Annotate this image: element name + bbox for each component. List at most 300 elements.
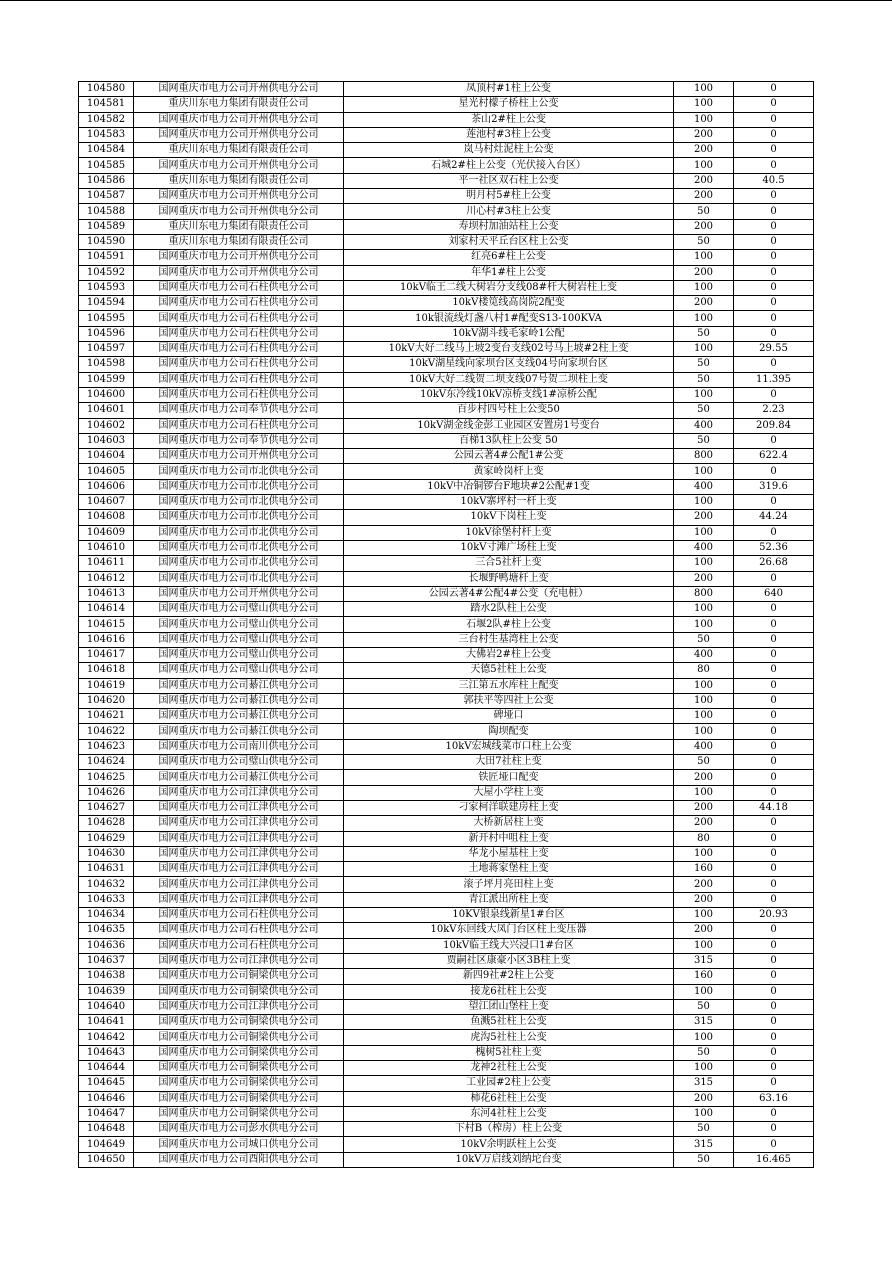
company-cell: 国网重庆市电力公司江津供电分公司 bbox=[134, 953, 344, 968]
table-row bbox=[79, 540, 814, 555]
station-name-cell: 长堰野鸭塘杆上变 bbox=[344, 571, 674, 586]
row-id-cell: 104614 bbox=[79, 602, 134, 617]
row-id-cell: 104580 bbox=[79, 82, 134, 97]
table-body bbox=[79, 82, 814, 1168]
row-id-cell: 104606 bbox=[79, 479, 134, 494]
company-cell: 国网重庆市电力公司铜梁供电分公司 bbox=[134, 1045, 344, 1060]
station-name-cell: 寿坝村加油站柱上公变 bbox=[344, 219, 674, 234]
company-cell: 国网重庆市电力公司江津供电分公司 bbox=[134, 892, 344, 907]
station-name-cell: 三江第五水库柱上配变 bbox=[344, 678, 674, 693]
capacity-cell: 100 bbox=[674, 846, 734, 861]
capacity-cell: 315 bbox=[674, 1076, 734, 1091]
row-id-cell: 104603 bbox=[79, 433, 134, 448]
station-name-cell: 川心村#3柱上公变 bbox=[344, 204, 674, 219]
station-name-cell: 10kV临王线大兴浸口1#台区 bbox=[344, 938, 674, 953]
value-cell: 0 bbox=[734, 831, 814, 846]
station-name-cell: 铁匠垭口配变 bbox=[344, 770, 674, 785]
station-name-cell: 10kV大好二线贺二坝支线07号贺二坝柱上变 bbox=[344, 372, 674, 387]
value-cell: 0 bbox=[734, 724, 814, 739]
capacity-cell: 50 bbox=[674, 372, 734, 387]
station-name-cell: 三合5社杆上变 bbox=[344, 556, 674, 571]
company-cell: 国网重庆市电力公司石柱供电分公司 bbox=[134, 326, 344, 341]
station-name-cell: 10kV万启线刘纳坨台变 bbox=[344, 1152, 674, 1167]
row-id-cell: 104600 bbox=[79, 387, 134, 402]
station-name-cell: 新四9社#2柱上公变 bbox=[344, 969, 674, 984]
company-cell: 国网重庆市电力公司开州供电分公司 bbox=[134, 265, 344, 280]
station-name-cell: 10kV徐堡村杆上变 bbox=[344, 525, 674, 540]
table-row bbox=[79, 510, 814, 525]
value-cell: 16.465 bbox=[734, 1152, 814, 1167]
company-cell: 国网重庆市电力公司南川供电分公司 bbox=[134, 739, 344, 754]
company-cell: 国网重庆市电力公司市北供电分公司 bbox=[134, 510, 344, 525]
company-cell: 国网重庆市电力公司江津供电分公司 bbox=[134, 800, 344, 815]
company-cell: 国网重庆市电力公司市北供电分公司 bbox=[134, 495, 344, 510]
capacity-cell: 200 bbox=[674, 923, 734, 938]
station-name-cell: 东河4社柱上公变 bbox=[344, 1106, 674, 1121]
company-cell: 国网重庆市电力公司綦江供电分公司 bbox=[134, 770, 344, 785]
station-name-cell: 10kV湖斗线毛家岭1公配 bbox=[344, 326, 674, 341]
value-cell: 0 bbox=[734, 1137, 814, 1152]
company-cell: 国网重庆市电力公司璧山供电分公司 bbox=[134, 647, 344, 662]
company-cell: 国网重庆市电力公司石柱供电分公司 bbox=[134, 357, 344, 372]
capacity-cell: 100 bbox=[674, 311, 734, 326]
value-cell: 0 bbox=[734, 158, 814, 173]
row-id-cell: 104611 bbox=[79, 556, 134, 571]
company-cell: 国网重庆市电力公司江津供电分公司 bbox=[134, 862, 344, 877]
table-row bbox=[79, 969, 814, 984]
station-name-cell: 石城2#柱上公变（光伏接入台区） bbox=[344, 158, 674, 173]
capacity-cell: 50 bbox=[674, 326, 734, 341]
row-id-cell: 104630 bbox=[79, 846, 134, 861]
row-id-cell: 104624 bbox=[79, 755, 134, 770]
capacity-cell: 50 bbox=[674, 204, 734, 219]
table-row bbox=[79, 433, 814, 448]
table-row bbox=[79, 234, 814, 249]
station-name-cell: 10kV湖金线金彭工业园区安置房1号变台 bbox=[344, 418, 674, 433]
table-row bbox=[79, 617, 814, 632]
table-row bbox=[79, 1045, 814, 1060]
capacity-cell: 100 bbox=[674, 158, 734, 173]
table-row bbox=[79, 739, 814, 754]
company-cell: 国网重庆市电力公司开州供电分公司 bbox=[134, 112, 344, 127]
value-cell: 0 bbox=[734, 204, 814, 219]
value-cell: 0 bbox=[734, 1076, 814, 1091]
company-cell: 国网重庆市电力公司石柱供电分公司 bbox=[134, 296, 344, 311]
value-cell: 0 bbox=[734, 143, 814, 158]
company-cell: 重庆川东电力集团有限责任公司 bbox=[134, 173, 344, 188]
value-cell: 0 bbox=[734, 495, 814, 510]
capacity-cell: 100 bbox=[674, 693, 734, 708]
row-id-cell: 104622 bbox=[79, 724, 134, 739]
table-row bbox=[79, 82, 814, 97]
company-cell: 重庆川东电力集团有限责任公司 bbox=[134, 219, 344, 234]
table-row bbox=[79, 173, 814, 188]
table-row bbox=[79, 632, 814, 647]
station-name-cell: 10kV余明跃柱上公变 bbox=[344, 1137, 674, 1152]
value-cell: 0 bbox=[734, 97, 814, 112]
capacity-cell: 200 bbox=[674, 800, 734, 815]
table-row bbox=[79, 204, 814, 219]
table-row bbox=[79, 158, 814, 173]
capacity-cell: 100 bbox=[674, 250, 734, 265]
station-name-cell: 柿花6社柱上公变 bbox=[344, 1091, 674, 1106]
value-cell: 29.55 bbox=[734, 342, 814, 357]
value-cell: 0 bbox=[734, 678, 814, 693]
company-cell: 国网重庆市电力公司铜梁供电分公司 bbox=[134, 1091, 344, 1106]
row-id-cell: 104645 bbox=[79, 1076, 134, 1091]
capacity-cell: 800 bbox=[674, 449, 734, 464]
row-id-cell: 104599 bbox=[79, 372, 134, 387]
table-row bbox=[79, 342, 814, 357]
row-id-cell: 104588 bbox=[79, 204, 134, 219]
row-id-cell: 104605 bbox=[79, 464, 134, 479]
station-name-cell: 平一社区双石柱上公变 bbox=[344, 173, 674, 188]
value-cell: 0 bbox=[734, 709, 814, 724]
row-id-cell: 104646 bbox=[79, 1091, 134, 1106]
table-row bbox=[79, 1076, 814, 1091]
company-cell: 国网重庆市电力公司江津供电分公司 bbox=[134, 785, 344, 800]
table-row bbox=[79, 296, 814, 311]
row-id-cell: 104594 bbox=[79, 296, 134, 311]
station-name-cell: 郭扶平等四社上公变 bbox=[344, 693, 674, 708]
company-cell: 国网重庆市电力公司石柱供电分公司 bbox=[134, 923, 344, 938]
row-id-cell: 104626 bbox=[79, 785, 134, 800]
capacity-cell: 80 bbox=[674, 831, 734, 846]
company-cell: 国网重庆市电力公司铜梁供电分公司 bbox=[134, 1015, 344, 1030]
capacity-cell: 100 bbox=[674, 525, 734, 540]
company-cell: 国网重庆市电力公司石柱供电分公司 bbox=[134, 908, 344, 923]
capacity-cell: 200 bbox=[674, 127, 734, 142]
capacity-cell: 100 bbox=[674, 1061, 734, 1076]
table-row bbox=[79, 678, 814, 693]
row-id-cell: 104621 bbox=[79, 709, 134, 724]
table-row bbox=[79, 785, 814, 800]
row-id-cell: 104616 bbox=[79, 632, 134, 647]
value-cell: 0 bbox=[734, 617, 814, 632]
row-id-cell: 104598 bbox=[79, 357, 134, 372]
value-cell: 0 bbox=[734, 969, 814, 984]
station-name-cell: 年华1#柱上公变 bbox=[344, 265, 674, 280]
company-cell: 国网重庆市电力公司市北供电分公司 bbox=[134, 464, 344, 479]
row-id-cell: 104642 bbox=[79, 1030, 134, 1045]
capacity-cell: 100 bbox=[674, 82, 734, 97]
company-cell: 国网重庆市电力公司开州供电分公司 bbox=[134, 250, 344, 265]
row-id-cell: 104633 bbox=[79, 892, 134, 907]
table-row bbox=[79, 999, 814, 1014]
station-name-cell: 10kV宏城线菜市口柱上公变 bbox=[344, 739, 674, 754]
station-name-cell: 红亮6#柱上公变 bbox=[344, 250, 674, 265]
company-cell: 国网重庆市电力公司璧山供电分公司 bbox=[134, 663, 344, 678]
station-name-cell: 10KV银泉线新星1#台区 bbox=[344, 908, 674, 923]
row-id-cell: 104628 bbox=[79, 816, 134, 831]
station-name-cell: 10kV大好二线马上坡2变台支线02号马上坡#2柱上变 bbox=[344, 342, 674, 357]
capacity-cell: 100 bbox=[674, 908, 734, 923]
table-row bbox=[79, 724, 814, 739]
value-cell: 0 bbox=[734, 1122, 814, 1137]
capacity-cell: 50 bbox=[674, 632, 734, 647]
value-cell: 0 bbox=[734, 82, 814, 97]
value-cell: 0 bbox=[734, 785, 814, 800]
row-id-cell: 104638 bbox=[79, 969, 134, 984]
table-row bbox=[79, 403, 814, 418]
station-name-cell: 黄家岭岗杆上变 bbox=[344, 464, 674, 479]
capacity-cell: 100 bbox=[674, 709, 734, 724]
company-cell: 国网重庆市电力公司奉节供电分公司 bbox=[134, 403, 344, 418]
station-name-cell: 岚马村灶泥柱上公变 bbox=[344, 143, 674, 158]
capacity-cell: 400 bbox=[674, 647, 734, 662]
capacity-cell: 200 bbox=[674, 296, 734, 311]
station-name-cell: 大屋小学柱上变 bbox=[344, 785, 674, 800]
table-row bbox=[79, 800, 814, 815]
row-id-cell: 104619 bbox=[79, 678, 134, 693]
row-id-cell: 104635 bbox=[79, 923, 134, 938]
company-cell: 国网重庆市电力公司石柱供电分公司 bbox=[134, 311, 344, 326]
capacity-cell: 200 bbox=[674, 1091, 734, 1106]
value-cell: 26.68 bbox=[734, 556, 814, 571]
capacity-cell: 100 bbox=[674, 495, 734, 510]
row-id-cell: 104604 bbox=[79, 449, 134, 464]
company-cell: 重庆川东电力集团有限责任公司 bbox=[134, 97, 344, 112]
capacity-cell: 200 bbox=[674, 143, 734, 158]
capacity-cell: 50 bbox=[674, 433, 734, 448]
capacity-cell: 100 bbox=[674, 112, 734, 127]
station-name-cell: 大佛岩2#柱上公变 bbox=[344, 647, 674, 662]
capacity-cell: 400 bbox=[674, 418, 734, 433]
capacity-cell: 800 bbox=[674, 586, 734, 601]
station-name-cell: 10kV寸滩广场柱上变 bbox=[344, 540, 674, 555]
station-name-cell: 鱼溅5社柱上公变 bbox=[344, 1015, 674, 1030]
capacity-cell: 80 bbox=[674, 663, 734, 678]
value-cell: 0 bbox=[734, 326, 814, 341]
station-name-cell: 虎沟5社柱上公变 bbox=[344, 1030, 674, 1045]
station-name-cell: 明月村5#柱上公变 bbox=[344, 189, 674, 204]
value-cell: 0 bbox=[734, 846, 814, 861]
row-id-cell: 104595 bbox=[79, 311, 134, 326]
station-name-cell: 10k银流线灯盏八村1#配变S13-100KVA bbox=[344, 311, 674, 326]
capacity-cell: 100 bbox=[674, 724, 734, 739]
table-row bbox=[79, 755, 814, 770]
company-cell: 国网重庆市电力公司开州供电分公司 bbox=[134, 449, 344, 464]
company-cell: 重庆川东电力集团有限责任公司 bbox=[134, 234, 344, 249]
row-id-cell: 104587 bbox=[79, 189, 134, 204]
company-cell: 国网重庆市电力公司奉节供电分公司 bbox=[134, 433, 344, 448]
row-id-cell: 104641 bbox=[79, 1015, 134, 1030]
table-row bbox=[79, 908, 814, 923]
station-name-cell: 10kV东回线大凤门台区柱上变压器 bbox=[344, 923, 674, 938]
value-cell: 0 bbox=[734, 647, 814, 662]
table-row bbox=[79, 984, 814, 999]
station-name-cell: 10kV寨坪村一杆上变 bbox=[344, 495, 674, 510]
table-row bbox=[79, 280, 814, 295]
capacity-cell: 315 bbox=[674, 1137, 734, 1152]
value-cell: 0 bbox=[734, 250, 814, 265]
row-id-cell: 104581 bbox=[79, 97, 134, 112]
value-cell: 2.23 bbox=[734, 403, 814, 418]
table-row bbox=[79, 1137, 814, 1152]
row-id-cell: 104640 bbox=[79, 999, 134, 1014]
value-cell: 40.5 bbox=[734, 173, 814, 188]
company-cell: 国网重庆市电力公司江津供电分公司 bbox=[134, 831, 344, 846]
capacity-cell: 100 bbox=[674, 1106, 734, 1121]
value-cell: 0 bbox=[734, 923, 814, 938]
value-cell: 0 bbox=[734, 663, 814, 678]
company-cell: 重庆川东电力集团有限责任公司 bbox=[134, 143, 344, 158]
table-row bbox=[79, 1030, 814, 1045]
row-id-cell: 104636 bbox=[79, 938, 134, 953]
value-cell: 0 bbox=[734, 112, 814, 127]
value-cell: 0 bbox=[734, 127, 814, 142]
company-cell: 国网重庆市电力公司市北供电分公司 bbox=[134, 540, 344, 555]
company-cell: 国网重庆市电力公司开州供电分公司 bbox=[134, 204, 344, 219]
table-row bbox=[79, 862, 814, 877]
table-row bbox=[79, 892, 814, 907]
value-cell: 0 bbox=[734, 755, 814, 770]
company-cell: 国网重庆市电力公司铜梁供电分公司 bbox=[134, 1076, 344, 1091]
value-cell: 319.6 bbox=[734, 479, 814, 494]
row-id-cell: 104593 bbox=[79, 280, 134, 295]
data-table bbox=[78, 81, 814, 1168]
station-name-cell: 贾嗣社区康豪小区3B柱上变 bbox=[344, 953, 674, 968]
row-id-cell: 104596 bbox=[79, 326, 134, 341]
row-id-cell: 104615 bbox=[79, 617, 134, 632]
row-id-cell: 104637 bbox=[79, 953, 134, 968]
table-row bbox=[79, 495, 814, 510]
station-name-cell: 新开村中咀柱上变 bbox=[344, 831, 674, 846]
capacity-cell: 100 bbox=[674, 280, 734, 295]
row-id-cell: 104585 bbox=[79, 158, 134, 173]
capacity-cell: 100 bbox=[674, 556, 734, 571]
table-row bbox=[79, 189, 814, 204]
value-cell: 44.18 bbox=[734, 800, 814, 815]
station-name-cell: 百梯13队柱上公变 50 bbox=[344, 433, 674, 448]
table-row bbox=[79, 693, 814, 708]
value-cell: 52.36 bbox=[734, 540, 814, 555]
company-cell: 国网重庆市电力公司綦江供电分公司 bbox=[134, 693, 344, 708]
value-cell: 0 bbox=[734, 877, 814, 892]
value-cell: 622.4 bbox=[734, 449, 814, 464]
table-row bbox=[79, 127, 814, 142]
table-row bbox=[79, 602, 814, 617]
table-row bbox=[79, 479, 814, 494]
row-id-cell: 104601 bbox=[79, 403, 134, 418]
row-id-cell: 104643 bbox=[79, 1045, 134, 1060]
station-name-cell: 石堰2队#柱上公变 bbox=[344, 617, 674, 632]
table-row bbox=[79, 831, 814, 846]
value-cell: 640 bbox=[734, 586, 814, 601]
company-cell: 国网重庆市电力公司酉阳供电分公司 bbox=[134, 1152, 344, 1167]
table-row bbox=[79, 1152, 814, 1167]
capacity-cell: 100 bbox=[674, 617, 734, 632]
capacity-cell: 315 bbox=[674, 953, 734, 968]
value-cell: 20.93 bbox=[734, 908, 814, 923]
station-name-cell: 凤顶村#1柱上公变 bbox=[344, 82, 674, 97]
row-id-cell: 104602 bbox=[79, 418, 134, 433]
capacity-cell: 100 bbox=[674, 1030, 734, 1045]
capacity-cell: 160 bbox=[674, 862, 734, 877]
capacity-cell: 160 bbox=[674, 969, 734, 984]
company-cell: 国网重庆市电力公司綦江供电分公司 bbox=[134, 724, 344, 739]
capacity-cell: 200 bbox=[674, 816, 734, 831]
table-row bbox=[79, 1015, 814, 1030]
station-name-cell: 公园云著4#公配1#公变 bbox=[344, 449, 674, 464]
row-id-cell: 104583 bbox=[79, 127, 134, 142]
capacity-cell: 200 bbox=[674, 892, 734, 907]
company-cell: 国网重庆市电力公司开州供电分公司 bbox=[134, 82, 344, 97]
table-row bbox=[79, 556, 814, 571]
row-id-cell: 104650 bbox=[79, 1152, 134, 1167]
capacity-cell: 100 bbox=[674, 678, 734, 693]
row-id-cell: 104618 bbox=[79, 663, 134, 678]
company-cell: 国网重庆市电力公司城口供电分公司 bbox=[134, 1137, 344, 1152]
company-cell: 国网重庆市电力公司石柱供电分公司 bbox=[134, 938, 344, 953]
station-name-cell: 踏水2队柱上公变 bbox=[344, 602, 674, 617]
row-id-cell: 104584 bbox=[79, 143, 134, 158]
station-name-cell: 10kV临王二线大树岩分支线08#杆大树岩柱上变 bbox=[344, 280, 674, 295]
company-cell: 国网重庆市电力公司铜梁供电分公司 bbox=[134, 1106, 344, 1121]
capacity-cell: 200 bbox=[674, 189, 734, 204]
value-cell: 0 bbox=[734, 357, 814, 372]
value-cell: 0 bbox=[734, 953, 814, 968]
station-name-cell: 三台村生基湾柱上公变 bbox=[344, 632, 674, 647]
value-cell: 0 bbox=[734, 1045, 814, 1060]
table-row bbox=[79, 112, 814, 127]
value-cell: 0 bbox=[734, 189, 814, 204]
station-name-cell: 土地蒋家堡柱上变 bbox=[344, 862, 674, 877]
capacity-cell: 50 bbox=[674, 357, 734, 372]
table-row bbox=[79, 770, 814, 785]
station-name-cell: 刘家村天平丘台区柱上公变 bbox=[344, 234, 674, 249]
value-cell: 0 bbox=[734, 311, 814, 326]
table-row bbox=[79, 571, 814, 586]
row-id-cell: 104597 bbox=[79, 342, 134, 357]
company-cell: 国网重庆市电力公司石柱供电分公司 bbox=[134, 418, 344, 433]
page-top-rule bbox=[0, 0, 892, 1]
company-cell: 国网重庆市电力公司璧山供电分公司 bbox=[134, 602, 344, 617]
value-cell: 0 bbox=[734, 739, 814, 754]
row-id-cell: 104627 bbox=[79, 800, 134, 815]
company-cell: 国网重庆市电力公司江津供电分公司 bbox=[134, 877, 344, 892]
capacity-cell: 50 bbox=[674, 1122, 734, 1137]
row-id-cell: 104617 bbox=[79, 647, 134, 662]
station-name-cell: 星光村檬子桥柱上公变 bbox=[344, 97, 674, 112]
value-cell: 0 bbox=[734, 693, 814, 708]
station-name-cell: 百步村四号柱上公变50 bbox=[344, 403, 674, 418]
company-cell: 国网重庆市电力公司市北供电分公司 bbox=[134, 525, 344, 540]
value-cell: 0 bbox=[734, 1015, 814, 1030]
value-cell: 0 bbox=[734, 387, 814, 402]
capacity-cell: 100 bbox=[674, 785, 734, 800]
station-name-cell: 大桥新居柱上变 bbox=[344, 816, 674, 831]
station-name-cell: 刁家柯洋联建房柱上变 bbox=[344, 800, 674, 815]
station-name-cell: 槐树5社柱上变 bbox=[344, 1045, 674, 1060]
company-cell: 国网重庆市电力公司市北供电分公司 bbox=[134, 479, 344, 494]
row-id-cell: 104639 bbox=[79, 984, 134, 999]
station-name-cell: 公园云著4#公配4#公变（充电桩） bbox=[344, 586, 674, 601]
company-cell: 国网重庆市电力公司石柱供电分公司 bbox=[134, 387, 344, 402]
table-row bbox=[79, 877, 814, 892]
row-id-cell: 104613 bbox=[79, 586, 134, 601]
value-cell: 0 bbox=[734, 1061, 814, 1076]
capacity-cell: 100 bbox=[674, 342, 734, 357]
company-cell: 国网重庆市电力公司江津供电分公司 bbox=[134, 999, 344, 1014]
company-cell: 国网重庆市电力公司铜梁供电分公司 bbox=[134, 1061, 344, 1076]
company-cell: 国网重庆市电力公司石柱供电分公司 bbox=[134, 280, 344, 295]
capacity-cell: 315 bbox=[674, 1015, 734, 1030]
table-row bbox=[79, 143, 814, 158]
value-cell: 0 bbox=[734, 862, 814, 877]
company-cell: 国网重庆市电力公司开州供电分公司 bbox=[134, 158, 344, 173]
capacity-cell: 400 bbox=[674, 540, 734, 555]
